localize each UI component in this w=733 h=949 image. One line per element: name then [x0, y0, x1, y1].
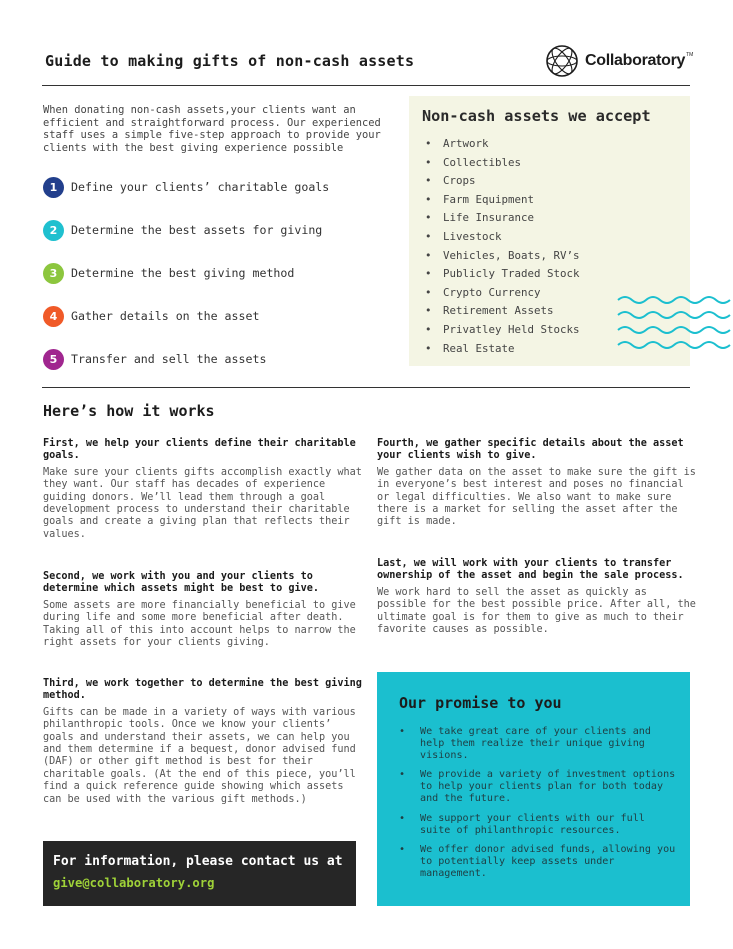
asset-label: Retirement Assets: [443, 304, 554, 318]
asset-label: Livestock: [443, 229, 502, 243]
section-heading: First, we help your clients define their charitable goals.: [43, 438, 356, 462]
bullet-icon: •: [425, 304, 432, 318]
contact-box: [43, 841, 356, 906]
asset-label: Collectibles: [443, 155, 522, 169]
contact-label: For information, please contact us at: [53, 854, 343, 869]
asset-label: Vehicles, Boats, RV’s: [443, 248, 580, 262]
asset-label: Crypto Currency: [443, 285, 541, 299]
list-item: [399, 726, 679, 761]
contact-email-link[interactable]: give@collaboratory.org: [53, 876, 215, 890]
step-item: [43, 262, 329, 284]
intro-text: When donating non-cash assets,your clients want an efficient and straightforward process. Our experienced staff uses a simple five-step approach to provide your clients with the best giving experience possible: [43, 104, 381, 154]
step-label: Determine the best assets for giving: [71, 223, 323, 237]
bullet-icon: •: [425, 248, 432, 262]
step-number-badge: 5: [43, 349, 64, 370]
asset-label: Life Insurance: [443, 211, 535, 225]
section-body: We gather data on the asset to make sure the gift is in everyone’s best interest and poses no financial or legal difficulties. We also want to make sure there is a market for selling the asset after the gift is made.: [377, 466, 696, 528]
asset-label: Crops: [443, 174, 476, 188]
how-section-last: [377, 558, 697, 636]
logo-wordmark: Collaboratory: [585, 52, 686, 69]
page-title: Guide to making gifts of non-cash assets: [45, 52, 415, 70]
how-it-works-title: Here’s how it works: [43, 402, 215, 420]
list-item: [399, 813, 679, 837]
list-item: [425, 191, 580, 210]
bullet-icon: •: [425, 211, 432, 225]
asset-label: Privatley Held Stocks: [443, 322, 580, 336]
promise-text: We take great care of your clients and help them realize their unique giving visions.: [420, 726, 651, 761]
bullet-icon: •: [399, 769, 406, 781]
how-section-third: [43, 678, 363, 806]
bullet-icon: •: [425, 341, 432, 355]
bullet-icon: •: [425, 174, 432, 188]
logo-trademark: TM: [686, 52, 694, 58]
bullet-icon: •: [425, 285, 432, 299]
bullet-icon: •: [425, 155, 432, 169]
promise-list: [399, 726, 679, 888]
list-item: [399, 769, 679, 804]
list-item: [425, 284, 580, 303]
step-number-badge: 4: [43, 306, 64, 327]
section-heading: Last, we will work with your clients to transfer ownership of the asset and begin the sale process.: [377, 558, 684, 582]
section-heading: Second, we work with you and your clients to determine which assets might be best to give.: [43, 571, 320, 595]
header-rule: [42, 85, 690, 86]
step-label: Gather details on the asset: [71, 309, 260, 323]
section-body: Gifts can be made in a variety of ways with various philanthropic tools. Once we know your clients’ goals and understand their assets, we can help you and them determine if a bequest, donor advised fund (DAF) or other gift method is best for their charitable goals. (At the end of this piece, you’ll find a quick reference guide showing which assets can be used with the various gift methods.): [43, 706, 356, 805]
accepted-assets-title: Non-cash assets we accept: [422, 107, 651, 125]
asset-label: Artwork: [443, 137, 489, 150]
list-item: [425, 302, 580, 321]
step-item: [43, 176, 329, 198]
step-label: Transfer and sell the assets: [71, 352, 267, 366]
list-item: [425, 172, 580, 191]
section-heading: Third, we work together to determine the best giving method.: [43, 678, 362, 702]
promise-text: We offer donor advised funds, allowing you to potentially keep assets under management.: [420, 844, 676, 879]
list-item: [425, 321, 580, 340]
step-item: [43, 348, 329, 370]
promise-panel: [377, 672, 690, 906]
list-item: [425, 154, 580, 173]
bullet-icon: •: [425, 322, 432, 336]
step-item: [43, 219, 329, 241]
step-number-badge: 2: [43, 220, 64, 241]
list-item: [425, 265, 580, 284]
step-list: [43, 176, 329, 391]
bullet-icon: •: [399, 812, 406, 824]
promise-text: We provide a variety of investment options to help your clients plan for both today and the future.: [420, 769, 676, 804]
step-label: Define your clients’ charitable goals: [71, 180, 330, 194]
list-item: [425, 340, 580, 359]
list-item: [425, 135, 580, 154]
bullet-icon: •: [425, 137, 432, 150]
how-section-fourth: [377, 438, 697, 529]
step-label: Determine the best giving method: [71, 266, 295, 280]
asset-label: Real Estate: [443, 341, 515, 355]
collaboratory-logo: [545, 44, 693, 78]
bullet-icon: •: [399, 844, 406, 856]
list-item: [425, 228, 580, 247]
accepted-assets-list: [425, 135, 580, 358]
section-body: Make sure your clients gifts accomplish exactly what they want. Our staff has decades of experience guiding donors. We’ll lead them through a goal development process to understand their charitable goals and create a giving plan that reflects their values.: [43, 466, 362, 540]
section-rule: [42, 387, 690, 388]
list-item: [425, 209, 580, 228]
how-section-first: [43, 438, 363, 541]
wave-decoration-icon: [617, 294, 733, 352]
step-number-badge: 1: [43, 177, 64, 198]
list-item: [399, 844, 679, 879]
step-item: [43, 305, 329, 327]
how-section-second: [43, 571, 363, 649]
globe-logo-icon: [545, 44, 579, 78]
list-item: [425, 247, 580, 266]
bullet-icon: •: [425, 192, 432, 206]
asset-label: Farm Equipment: [443, 192, 535, 206]
asset-label: Publicly Traded Stock: [443, 267, 580, 281]
bullet-icon: •: [425, 229, 432, 243]
promise-title: Our promise to you: [399, 694, 562, 712]
section-body: Some assets are more financially beneficial to give during life and some more beneficial after death. Taking all of this into account helps to narrow the right assets for your clients giving.: [43, 599, 356, 649]
step-number-badge: 3: [43, 263, 64, 284]
promise-text: We support your clients with our full suite of philanthropic resources.: [420, 812, 645, 836]
bullet-icon: •: [425, 267, 432, 281]
section-body: We work hard to sell the asset as quickly as possible for the best possible price. After all, the ultimate goal is for them to give as much to their favorite causes as possible.: [377, 586, 696, 636]
bullet-icon: •: [399, 726, 406, 737]
section-heading: Fourth, we gather specific details about the asset your clients wish to give.: [377, 438, 684, 462]
